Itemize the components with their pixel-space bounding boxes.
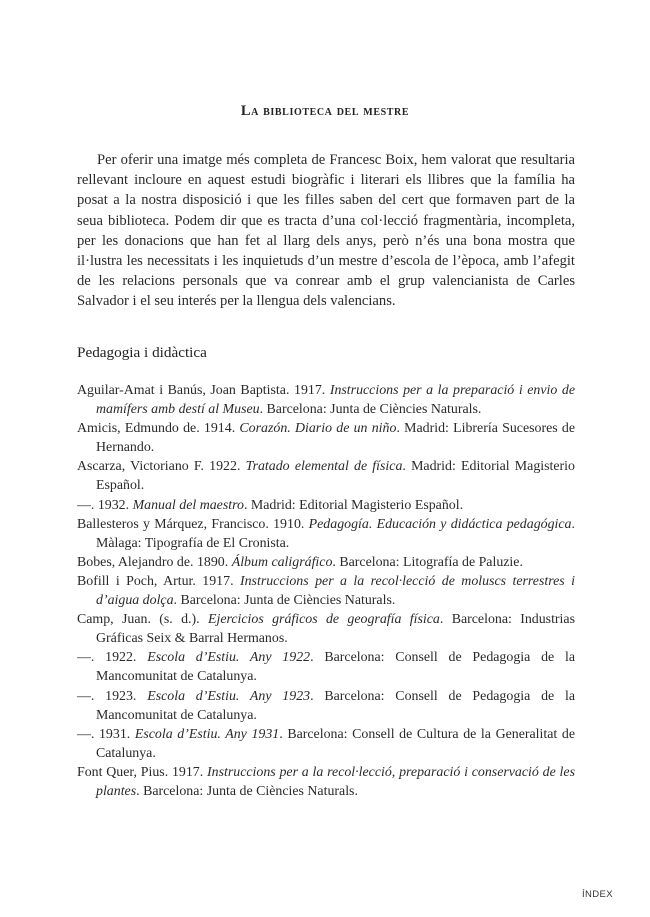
entry-author-year: Aguilar-Amat i Banús, Joan Baptista. 1917. [77, 383, 330, 398]
intro-paragraph: Per oferir una imatge més completa de Francesc Boix, hem valorat que resultaria rellevant incloure en aquest estudi biogràfic i literari els llibres que la família ha posat a la nostra disposició i que les filles saben del cert que formaven part de la seua biblioteca. Podem dir que es tracta d’una col·lecció fragmentària, incompleta, per les donacions que han fet al llarg dels anys, però n’és una bona mostra que il·lustra les necessitats i les inquietuds d’un mestre d’escola de l’època, amb l’afegit de les relacions personals que va conrear amb el grup valencianista de Carles Salvador i el seu interés per la llengua dels valencians. [77, 152, 575, 310]
bibliography-entry [77, 763, 575, 801]
entry-publisher: . Barcelona: Junta de Ciències Naturals. [173, 593, 396, 609]
bibliography-entry [77, 515, 575, 553]
bibliography-entry [77, 457, 575, 495]
entry-author-year: —. 1931. [77, 726, 135, 742]
entry-title: Escola d’Estiu. Any 1931 [134, 726, 280, 742]
entry-author-year: —. 1923. [77, 688, 148, 704]
entry-title: Álbum caligráfico [231, 554, 333, 570]
bibliography-entry [77, 381, 575, 419]
bibliography-entry [77, 553, 575, 572]
entry-publisher: . Barcelona: Consell de Cultura de la Generalitat de Catalunya. [96, 726, 575, 761]
entry-author-year: Bofill i Poch, Artur. 1917. [77, 573, 240, 589]
bibliography-list [77, 381, 575, 801]
entry-author-year: —. 1932. [77, 497, 133, 513]
bibliography-entry [77, 648, 575, 686]
entry-title: Instruccions per a la recol·lecció, preparació i conservació de les plantes [96, 764, 575, 799]
entry-author-year: Font Quer, Pius. 1917. [77, 764, 208, 780]
entry-title: Instruccions per a la preparació i envio de mamífers amb destí al Museu [96, 383, 576, 418]
bibliography-entry [77, 419, 575, 457]
entry-title: Tratado elemental de física [245, 459, 403, 475]
bibliography-entry [77, 687, 575, 725]
bibliography-entry [77, 572, 575, 610]
entry-publisher: . Barcelona: Consell de Pedagogia de la Mancomunitat de Catalunya. [96, 688, 575, 723]
entry-publisher: . Barcelona: Industrias Gráficas Seix & Barral Hermanos. [96, 612, 575, 647]
entry-publisher: . Barcelona: Junta de Ciències Naturals. [259, 402, 482, 418]
entry-publisher: . Madrid: Editorial Magisterio Español. [96, 459, 575, 494]
entry-author-year: Ballesteros y Márquez, Francisco. 1910. [77, 516, 309, 532]
entry-author-year: Ascarza, Victoriano F. 1922. [77, 459, 246, 475]
entry-title: Ejercicios gráficos de geografía física [207, 612, 440, 628]
entry-publisher: . Barcelona: Junta de Ciències Naturals. [136, 783, 358, 799]
entry-publisher: . Barcelona: Consell de Pedagogia de la Mancomunitat de Catalunya. [96, 650, 575, 685]
section-heading: Pedagogia i didàctica [77, 344, 207, 361]
entry-title: Escola d’Estiu. Any 1922 [147, 650, 311, 666]
entry-publisher: . Madrid: Librería Sucesores de Hernando. [96, 421, 575, 456]
entry-publisher: . Barcelona: Litografía de Paluzie. [332, 554, 523, 570]
bibliography-entry [77, 610, 575, 648]
entry-author-year: Bobes, Alejandro de. 1890. [77, 554, 232, 570]
bibliography-entry [77, 496, 575, 515]
entry-title: Corazón. Diario de un niño [239, 421, 397, 437]
entry-publisher: . Màlaga: Tipografía de El Cronista. [96, 516, 575, 551]
entry-author-year: —. 1922. [77, 650, 148, 666]
entry-title: Instruccions per a la recol·lecció de moluscs terrestres i d’aigua dolça [96, 573, 575, 609]
entry-title: Pedagogía. Educación y didáctica pedagógica [308, 516, 572, 532]
bibliography-entry [77, 725, 575, 763]
entry-title: Manual del maestro [132, 497, 244, 513]
entry-author-year: Amicis, Edmundo de. 1914. [77, 421, 240, 437]
entry-title: Escola d’Estiu. Any 1923 [147, 688, 311, 704]
entry-publisher: . Madrid: Editorial Magisterio Español. [243, 497, 464, 513]
index-link[interactable]: ÍNDEX [582, 889, 614, 900]
page-title: La biblioteca del mestre [240, 102, 410, 119]
entry-author-year: Camp, Juan. (s. d.). [77, 612, 208, 628]
